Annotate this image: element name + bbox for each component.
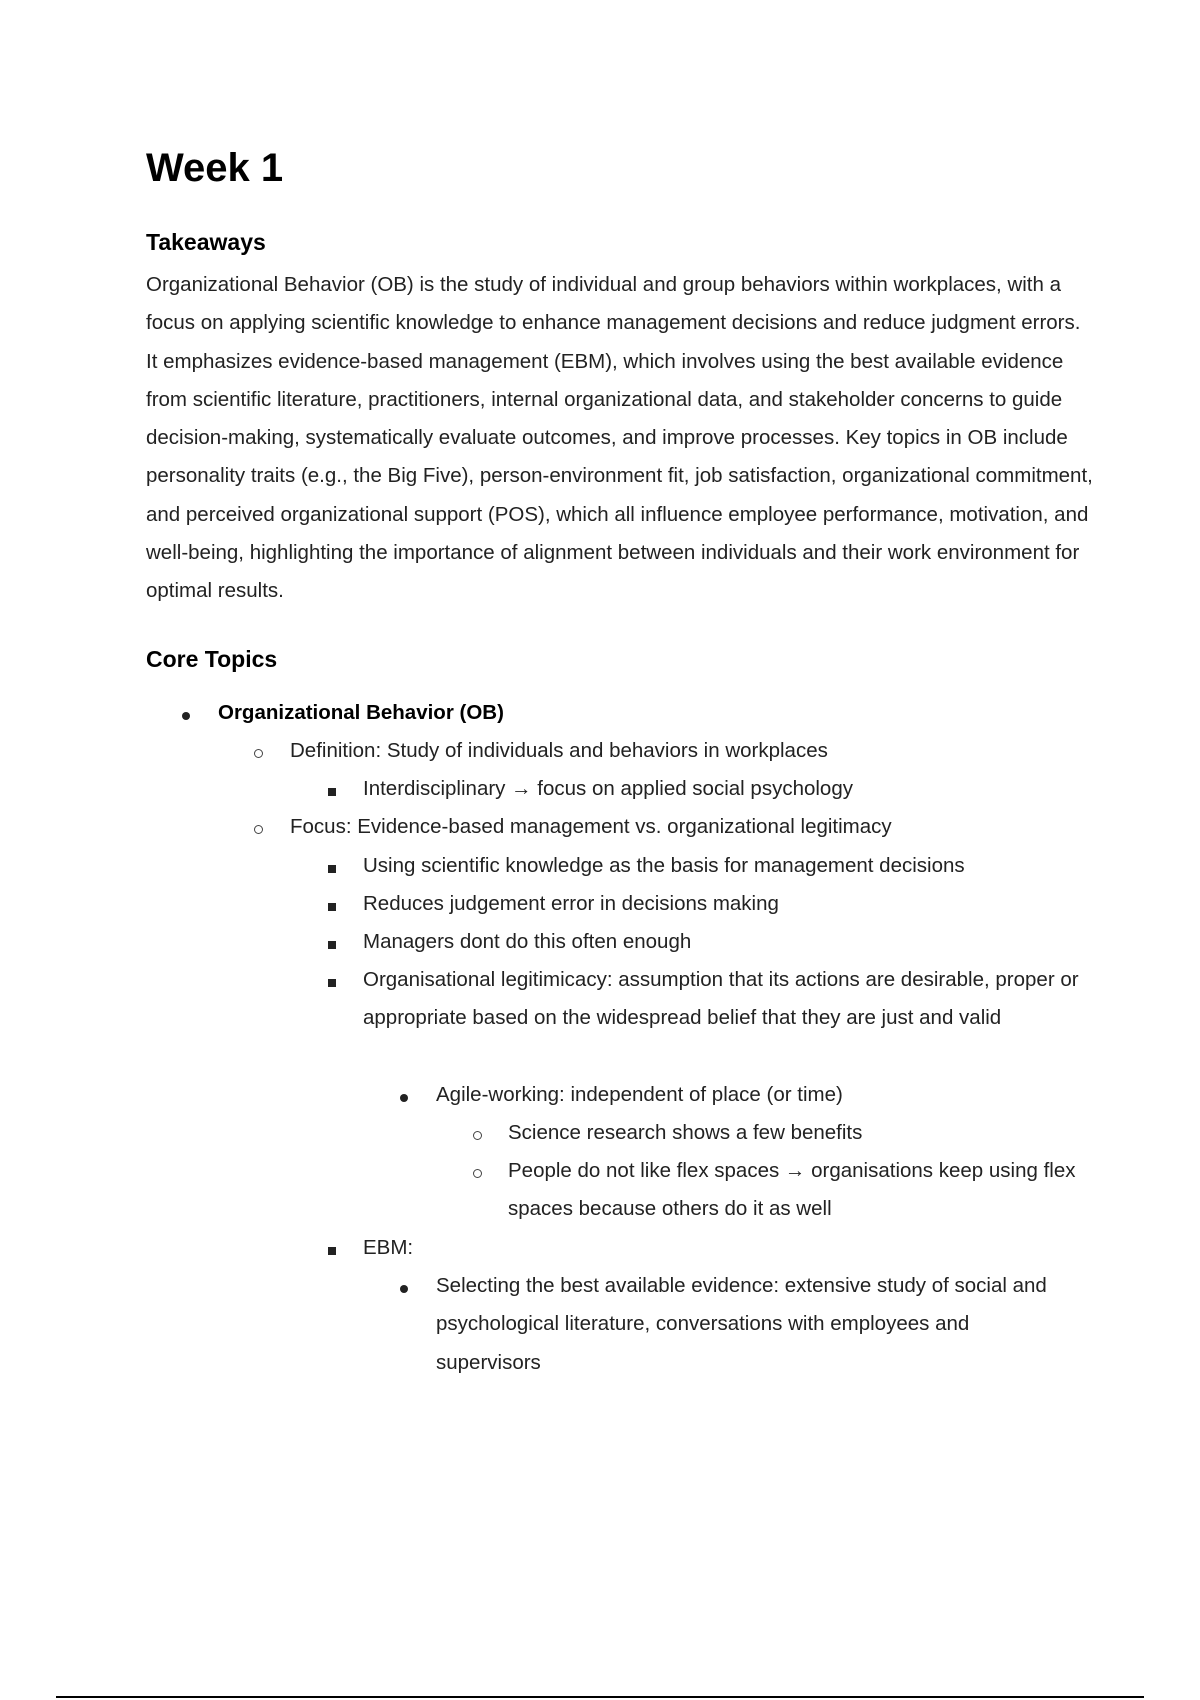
- bullet-square-icon: [328, 962, 336, 1000]
- bullet-square-icon: [328, 771, 336, 809]
- page-title: Week 1: [146, 146, 284, 190]
- bullet-circle-icon: [473, 1115, 482, 1153]
- list-item-scientific: Using scientific knowledge as the basis for management decisions: [363, 854, 965, 877]
- list-item-interdisciplinary: Interdisciplinary → focus on applied social psychology: [363, 777, 853, 800]
- bullet-circle-icon: [254, 733, 263, 771]
- takeaways-paragraph: Organizational Behavior (OB) is the study of individual and group behaviors within workplaces, with a focus on applying scientific knowledge to enhance management decisions and reduce judgment errors. It emphasizes evidence-based management (EBM), which involves using the best available evidence from scientific literature, practitioners, internal organizational data, and stakeholder concerns to guide decision-making, systematically evaluate outcomes, and improve processes. Key topics in OB include personality traits (e.g., the Big Five), person-environment fit, job satisfaction, organizational commitment, and perceived organizational support (POS), which all influence employee performance, motivation, and well-being, highlighting the importance of alignment between individuals and their work environment for optimal results.: [146, 273, 1093, 603]
- list-item-definition: Definition: Study of individuals and behaviors in workplaces: [290, 739, 828, 762]
- bullet-square-icon: [328, 1230, 336, 1268]
- bullet-circle-icon: [473, 1153, 482, 1191]
- list-item-legitimacy: Organisational legitimicacy: assumption that its actions are desirable, proper or appropriate based on the widespread belief that they are just and valid: [363, 968, 1079, 1030]
- bullet-square-icon: [328, 886, 336, 924]
- list-item-managers: Managers dont do this often enough: [363, 930, 692, 953]
- bullet-square-icon: [328, 924, 336, 962]
- list-item-science: Science research shows a few benefits: [508, 1121, 863, 1144]
- bullet-disc-icon: [400, 1077, 408, 1115]
- bullet-square-icon: [328, 848, 336, 886]
- list-item-selecting: Selecting the best available evidence: extensive study of social and psychological literature, conversations with employees and supervisors: [436, 1274, 1047, 1374]
- takeaways-heading: Takeaways: [146, 229, 266, 255]
- bullet-disc-icon: [182, 695, 190, 733]
- bullet-disc-icon: [400, 1268, 408, 1306]
- list-item-ebm: EBM:: [363, 1236, 414, 1259]
- list-item-people: People do not like flex spaces → organisations keep using flex spaces because others do it as well: [508, 1159, 1076, 1221]
- bullet-circle-icon: [254, 809, 263, 847]
- list-item-focus: Focus: Evidence-based management vs. organizational legitimacy: [290, 815, 892, 838]
- page-bottom-rule: [56, 1696, 1144, 1698]
- core-topics-heading: Core Topics: [146, 646, 278, 672]
- list-item-ob: Organizational Behavior (OB): [218, 701, 504, 724]
- list-item-reduces: Reduces judgement error in decisions making: [363, 892, 779, 915]
- list-item-agile: Agile-working: independent of place (or time): [436, 1083, 843, 1106]
